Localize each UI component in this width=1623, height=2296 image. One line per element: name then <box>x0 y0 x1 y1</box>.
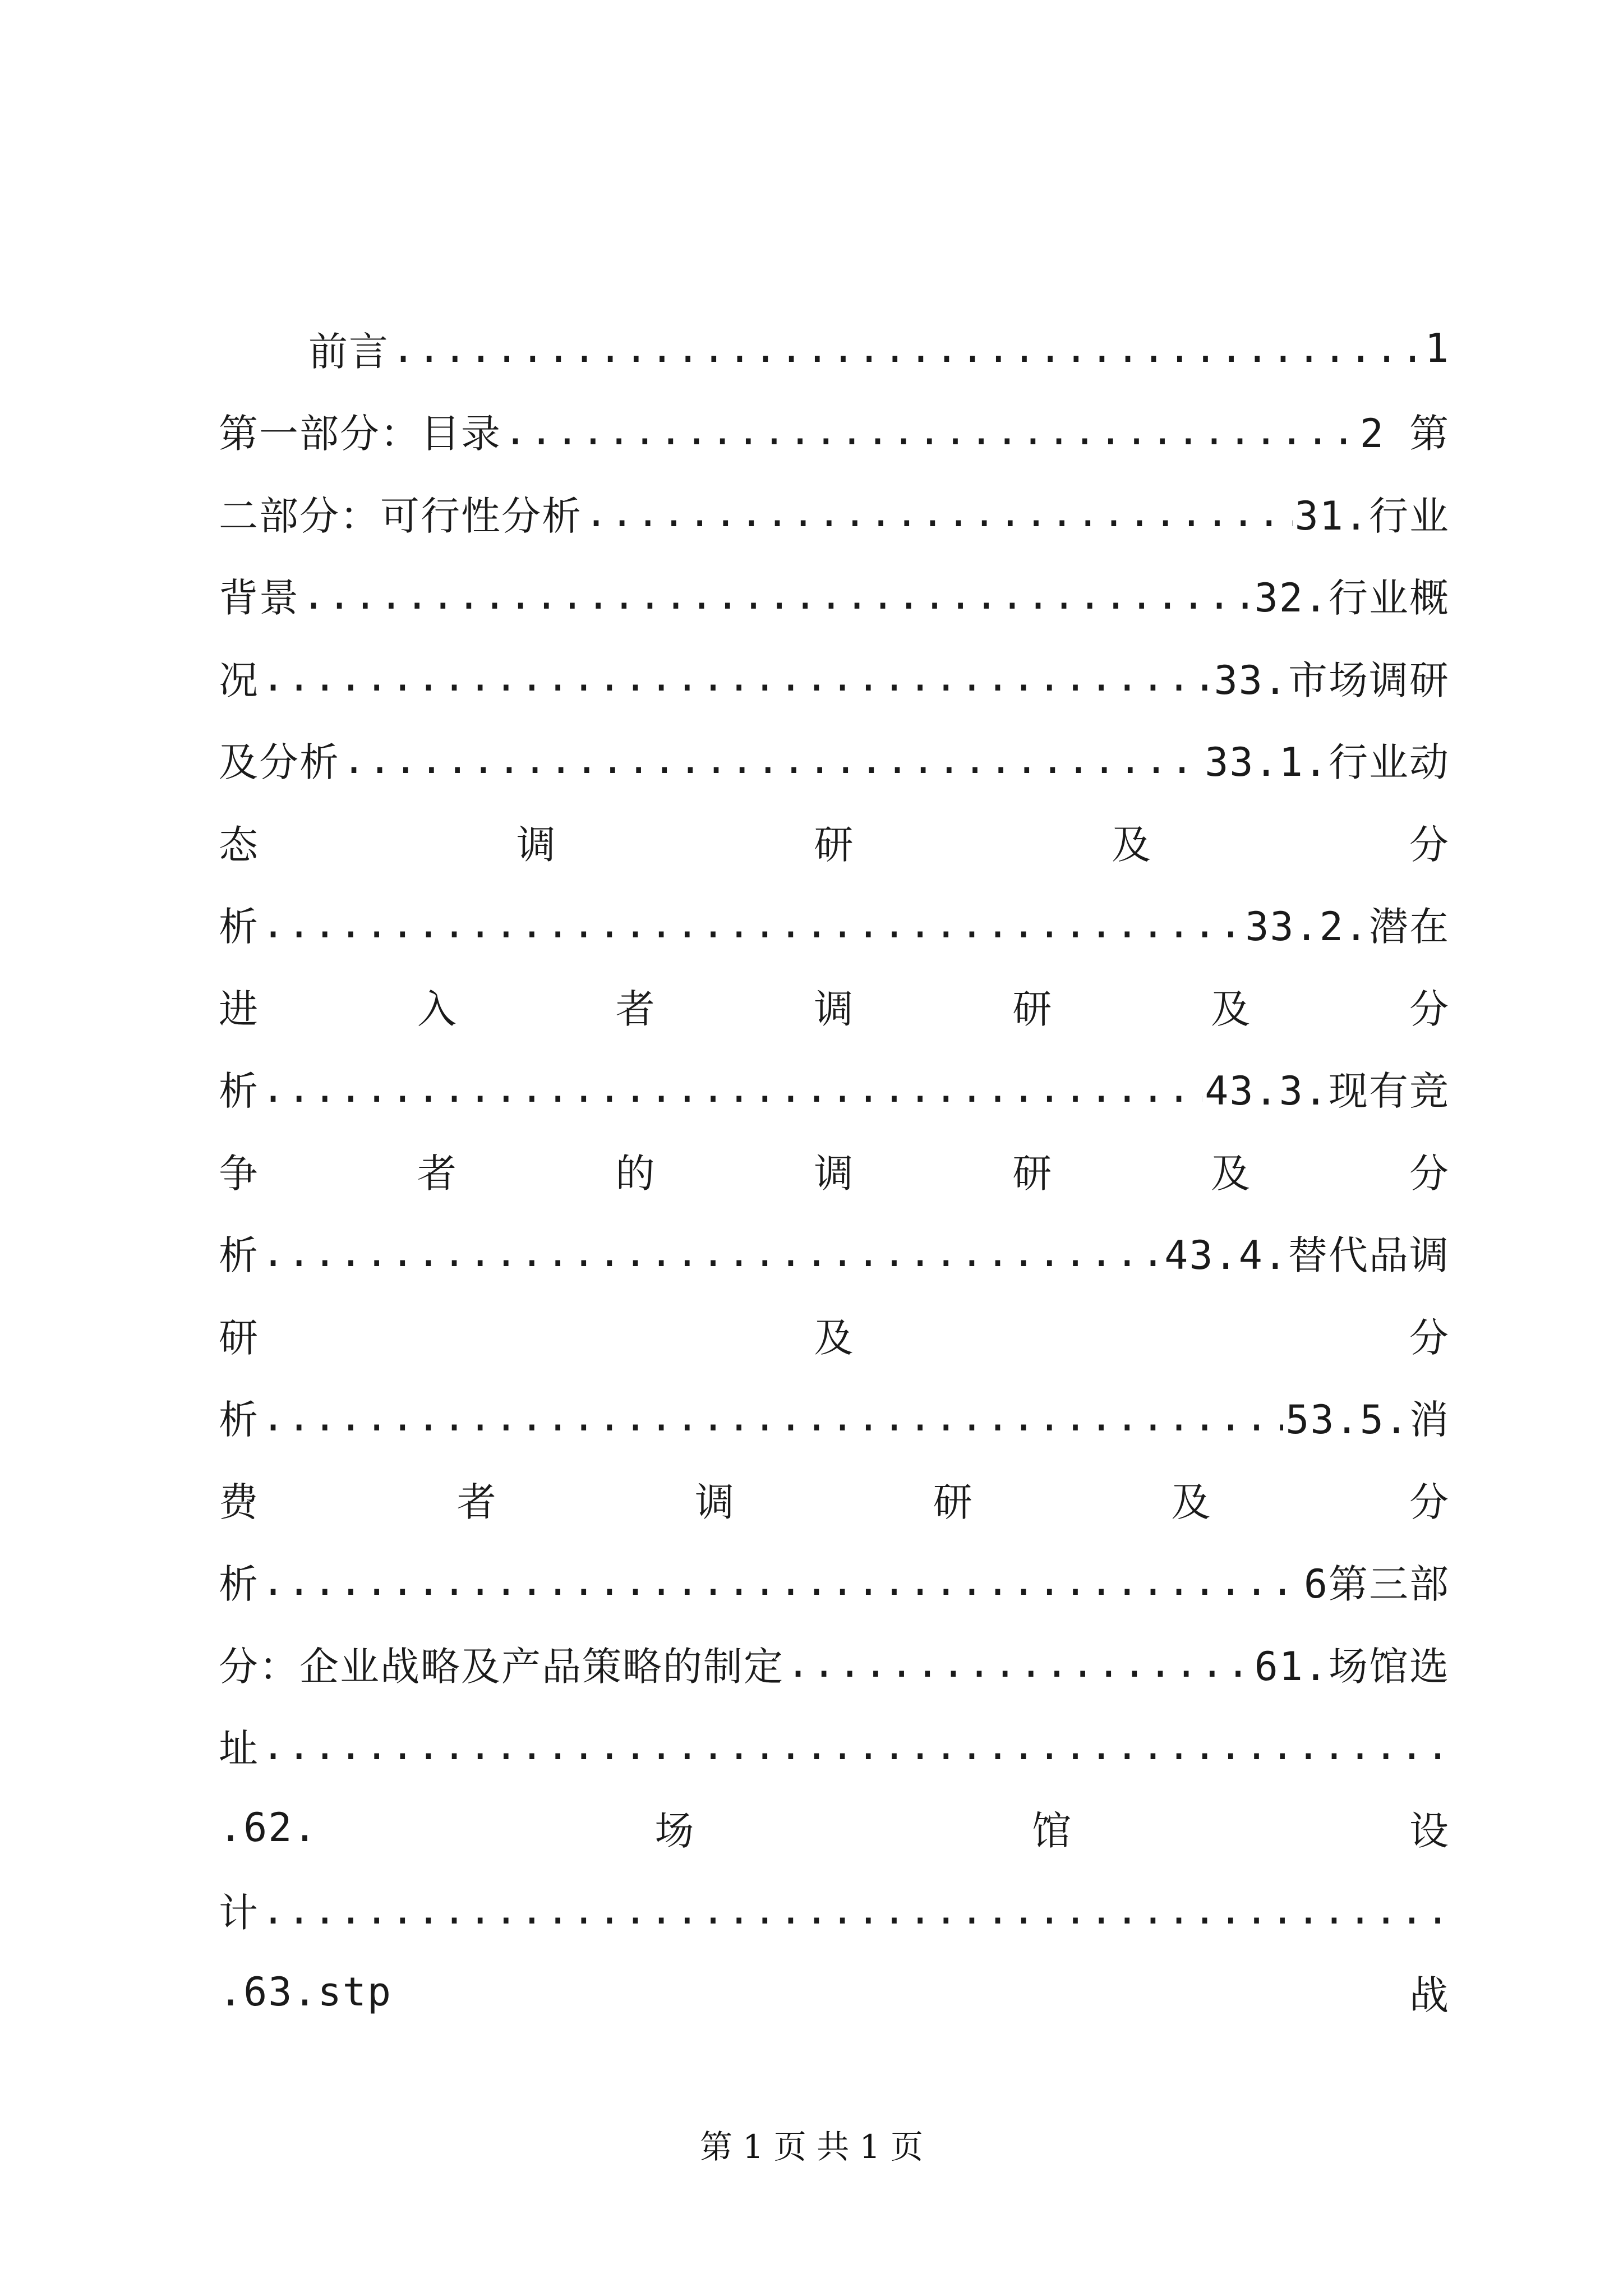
dot-leader <box>584 490 1293 536</box>
toc-line <box>219 390 1450 472</box>
toc-word: 及 <box>1171 1479 1212 1525</box>
toc-word: 调 <box>814 986 855 1032</box>
toc-line <box>219 307 1450 390</box>
toc-justified-line <box>219 1129 1450 1212</box>
toc-word: 调 <box>516 821 557 868</box>
toc-entry-title: 二部分：可行性分析 <box>219 493 582 539</box>
toc-word: 研 <box>219 1314 259 1361</box>
toc-word: 及 <box>1211 986 1252 1032</box>
toc-entry-page: 6第三部 <box>1303 1561 1450 1608</box>
toc-entry-page: 33.市场调研 <box>1214 657 1450 703</box>
toc-word: 者 <box>615 986 656 1032</box>
toc-word: 及 <box>1211 1150 1252 1197</box>
toc-word: 调 <box>814 1150 855 1197</box>
toc-entry-page: 32.行业概 <box>1254 575 1450 622</box>
toc-word: 费 <box>219 1479 259 1525</box>
toc-entry-title: 计 <box>219 1890 259 1936</box>
dot-leader <box>391 325 1423 371</box>
toc-word: .62. <box>219 1805 318 1851</box>
dot-leader <box>261 1065 1202 1111</box>
toc-justified-line <box>219 1458 1450 1540</box>
toc-line <box>219 1869 1450 1952</box>
toc-justified-line <box>219 1294 1450 1376</box>
toc-entry-title: 析 <box>219 1232 259 1279</box>
toc-line <box>219 1622 1450 1705</box>
dot-leader <box>342 737 1202 783</box>
toc-word: 进 <box>219 986 259 1032</box>
dot-leader <box>261 654 1212 700</box>
toc-word: 分 <box>1409 986 1450 1032</box>
toc-justified-line <box>219 800 1450 883</box>
toc-word: 争 <box>219 1150 259 1197</box>
dot-leader <box>261 1230 1162 1276</box>
toc-justified-line <box>219 1951 1450 2033</box>
toc-line <box>219 1212 1450 1294</box>
toc-justified-line <box>219 1787 1450 1869</box>
toc-entry-title: 背景 <box>219 575 299 622</box>
toc-entry-title: 分：企业战略及产品策略的制定 <box>219 1643 784 1690</box>
toc-word: 分 <box>1409 821 1450 868</box>
toc-line <box>219 883 1450 965</box>
toc-line <box>219 636 1450 719</box>
dot-leader <box>261 1887 1447 1933</box>
toc-entry-title: 析 <box>219 1068 259 1115</box>
toc-line <box>219 1047 1450 1130</box>
dot-leader <box>261 1723 1447 1769</box>
toc-word: 设 <box>1409 1807 1450 1854</box>
dot-leader <box>504 408 1358 454</box>
toc-entry-page: 33.1.行业动 <box>1205 739 1450 786</box>
toc-entry-page: 53.5.消 <box>1285 1397 1450 1443</box>
toc-word: 的 <box>615 1150 656 1197</box>
toc-word: 调 <box>695 1479 736 1525</box>
toc-word: 分 <box>1409 1314 1450 1361</box>
toc-line <box>219 554 1450 637</box>
toc-entry-title: 及分析 <box>219 739 340 786</box>
toc-word: 分 <box>1409 1479 1450 1525</box>
toc-entry-page: 33.2.潜在 <box>1245 904 1450 950</box>
dot-leader <box>261 1558 1302 1604</box>
toc-entry-title: 址 <box>219 1726 259 1772</box>
toc-word: 馆 <box>1032 1807 1073 1854</box>
toc-entry-page: 43.4.替代品调 <box>1164 1232 1450 1279</box>
dot-leader <box>261 1394 1283 1440</box>
toc-word: 及 <box>1112 821 1152 868</box>
page-footer: 第 1 页 共 1 页 <box>700 2128 923 2166</box>
toc-justified-line <box>219 965 1450 1047</box>
toc-line <box>219 1376 1450 1458</box>
toc-word: 场 <box>654 1807 695 1854</box>
toc-word: .63.stp <box>219 1969 393 2016</box>
toc-line <box>219 472 1450 554</box>
toc-entry-page: 2 第 <box>1359 411 1450 457</box>
toc-line <box>219 719 1450 801</box>
dot-leader <box>302 572 1252 618</box>
toc-word: 入 <box>417 986 458 1032</box>
table-of-contents <box>219 307 1450 2033</box>
toc-entry-page: 31.行业 <box>1294 493 1450 539</box>
dot-leader <box>786 1640 1252 1686</box>
toc-word: 研 <box>1012 1150 1053 1197</box>
toc-entry-title: 析 <box>219 1561 259 1608</box>
toc-entry-title: 前言 <box>308 328 389 375</box>
toc-word: 者 <box>417 1150 458 1197</box>
toc-word: 研 <box>814 821 855 868</box>
toc-entry-title: 况 <box>219 657 259 703</box>
toc-word: 分 <box>1409 1150 1450 1197</box>
toc-line <box>219 1705 1450 1787</box>
dot-leader <box>261 901 1243 947</box>
toc-entry-title: 析 <box>219 1397 259 1443</box>
toc-entry-page: 1 <box>1424 325 1450 372</box>
toc-word: 及 <box>814 1314 855 1361</box>
toc-entry-title: 析 <box>219 904 259 950</box>
toc-entry-page: 61.场馆选 <box>1254 1643 1450 1690</box>
toc-word: 者 <box>457 1479 497 1525</box>
toc-word: 研 <box>933 1479 974 1525</box>
toc-word: 战 <box>1409 1972 1450 2018</box>
toc-line <box>219 1540 1450 1623</box>
toc-word: 研 <box>1012 986 1053 1032</box>
toc-entry-title: 第一部分：目录 <box>219 411 501 457</box>
toc-entry-page: 43.3.现有竞 <box>1205 1068 1450 1115</box>
toc-word: 态 <box>219 821 259 868</box>
